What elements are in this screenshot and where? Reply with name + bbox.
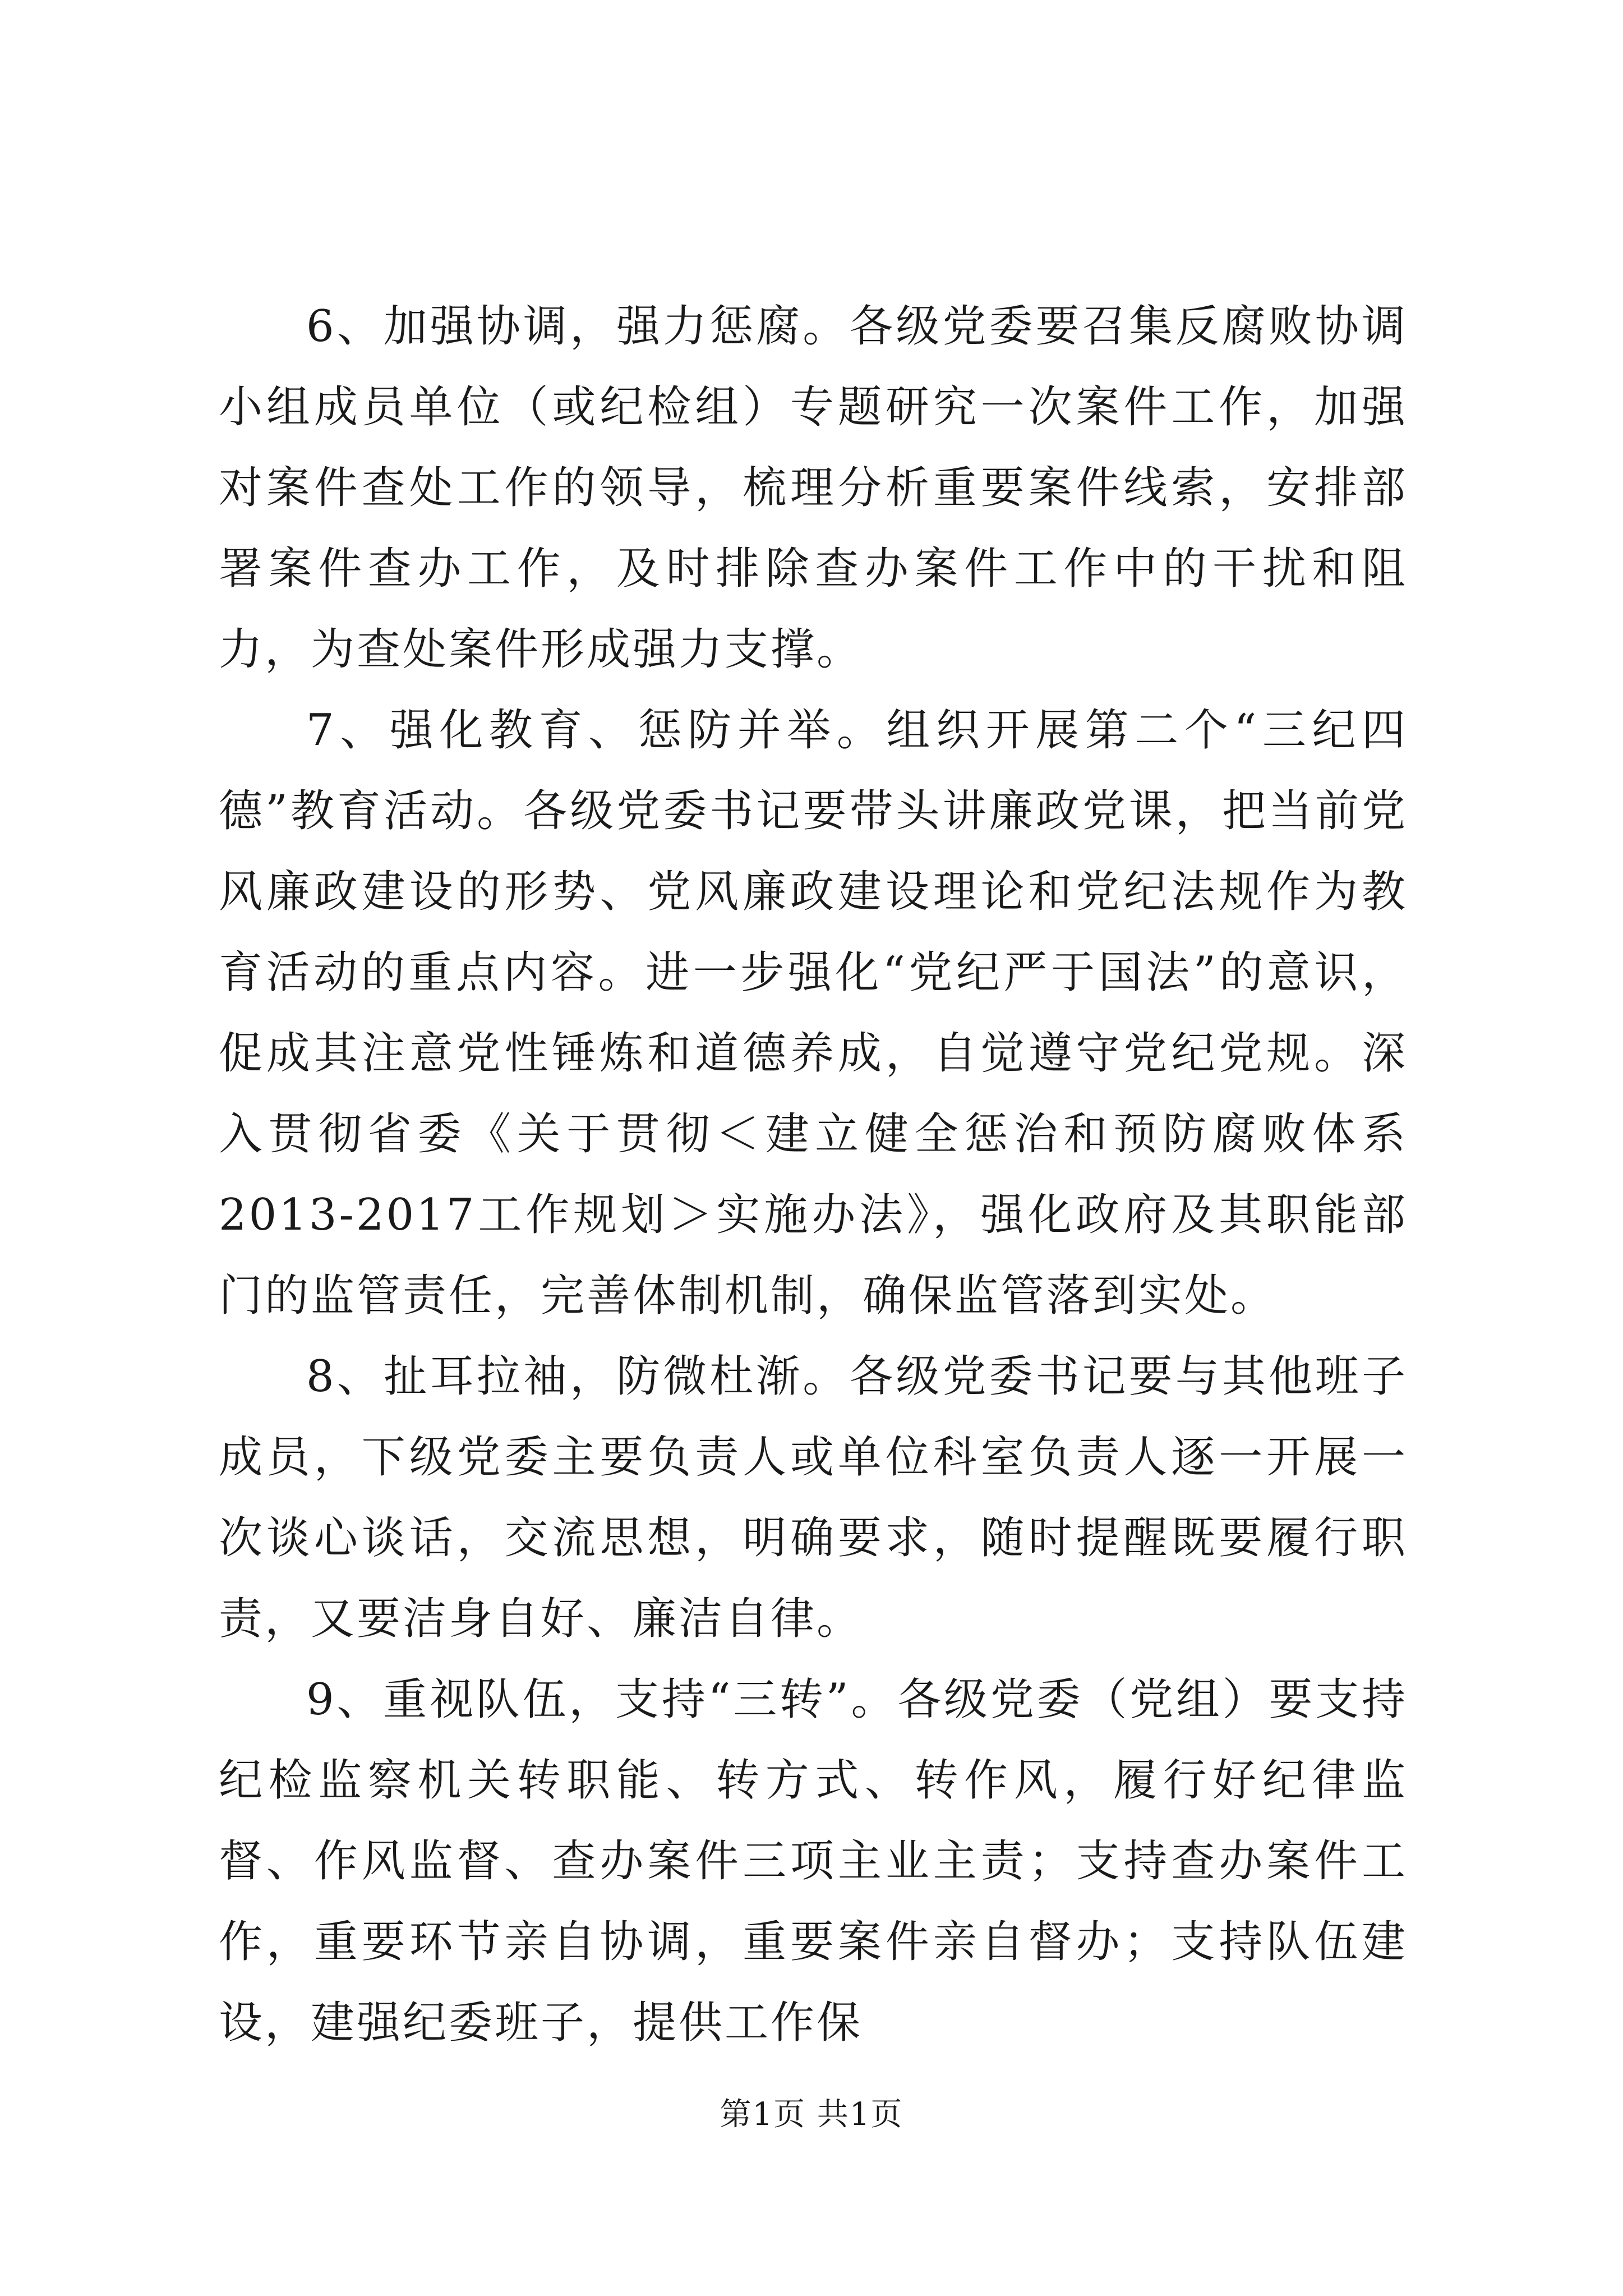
document-body (219, 286, 1408, 2063)
paragraph-8: 8、扯耳拉袖，防微杜渐。各级党委书记要与其他班子成员，下级党委主要负责人或单位科室负责人逐一开展一次谈心谈话，交流思想，明确要求，随时提醒既要履行职责，又要洁身自好、廉洁自律。 (219, 1351, 1408, 1644)
paragraph-7: 7、强化教育、惩防并举。组织开展第二个“三纪四德”教育活动。各级党委书记要带头讲廉政党课，把当前党风廉政建设的形势、党风廉政建设理论和党纪法规作为教育活动的重点内容。进一步强化“党纪严于国法”的意识，促成其注意党性锤炼和道德养成，自觉遵守党纪党规。深入贯彻省委《关于贯彻＜建立健全惩治和预防腐败体系2013-2017工作规划＞实施办法》，强化政府及其职能部门的监管责任，完善体制机制，确保监管落到实处。 (219, 705, 1408, 1321)
paragraph-9: 9、重视队伍，支持“三转”。各级党委（党组）要支持纪检监察机关转职能、转方式、转作风，履行好纪律监督、作风监督、查办案件三项主业主责；支持查办案件工作，重要环节亲自协调，重要案件亲自督办；支持队伍建设，建强纪委班子，提供工作保 (219, 1674, 1408, 2048)
page-footer: 第1页 共1页 (720, 2096, 903, 2133)
paragraph-6: 6、加强协调，强力惩腐。各级党委要召集反腐败协调小组成员单位（或纪检组）专题研究一次案件工作，加强对案件查处工作的领导，梳理分析重要案件线索，安排部署案件查办工作，及时排除查办案件工作中的干扰和阻力，为查处案件形成强力支撑。 (219, 301, 1408, 675)
